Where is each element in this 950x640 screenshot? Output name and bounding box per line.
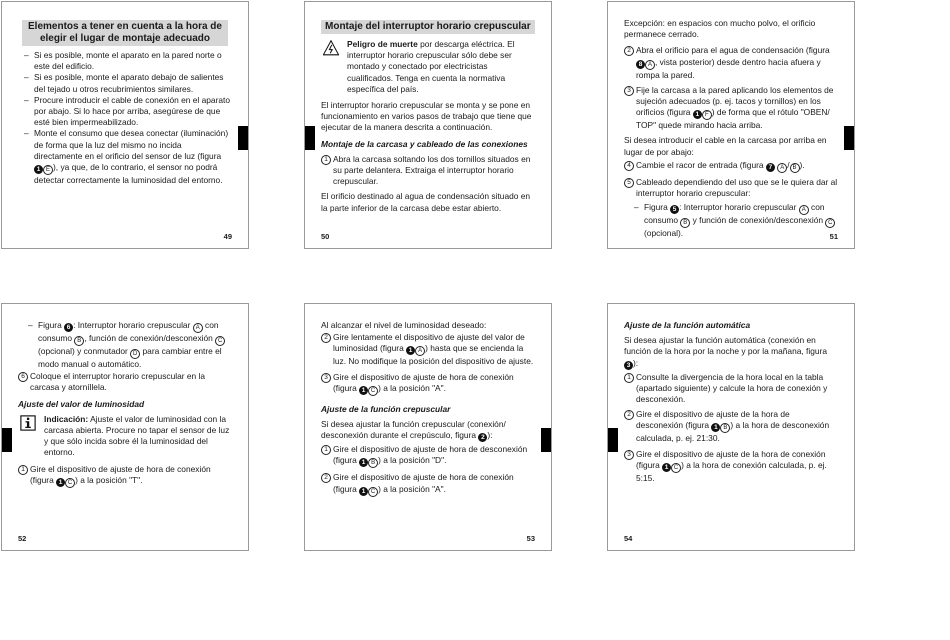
page-heading: Montaje del interruptor horario crepuscular bbox=[321, 20, 535, 34]
section-tab-marker bbox=[238, 126, 248, 150]
step-text: ). bbox=[799, 159, 805, 170]
part-letter: D bbox=[130, 349, 140, 359]
manual-page-49 bbox=[1, 1, 249, 249]
step-item bbox=[624, 409, 838, 444]
step-item bbox=[321, 444, 535, 468]
list-item-text: con consumo bbox=[38, 320, 219, 343]
page-number: 49 bbox=[223, 232, 232, 241]
step-item bbox=[624, 372, 838, 406]
manual-page-50 bbox=[304, 1, 552, 249]
step-number: 2 bbox=[321, 333, 331, 343]
page-content bbox=[18, 20, 232, 186]
part-letter: C bbox=[671, 463, 681, 473]
step-text: Abra el orificio para el agua de condensación (figura bbox=[636, 45, 830, 56]
step-text: ) hasta que se encienda la luz. No modifique la posición del dispositivo de ajuste. bbox=[333, 343, 534, 367]
part-letter: B bbox=[74, 336, 84, 346]
step-text: Gire el dispositivo de ajuste de hora de conexión (figura bbox=[333, 371, 514, 393]
step-text: Cambie el racor de entrada (figura bbox=[636, 159, 764, 170]
step-number: 2 bbox=[624, 410, 634, 420]
list-item bbox=[624, 202, 838, 239]
section-tab-marker bbox=[608, 428, 618, 452]
paragraph-text: ): bbox=[487, 430, 493, 441]
part-letter: B bbox=[680, 218, 690, 228]
figure-number: 5 bbox=[670, 205, 679, 214]
part-letter: C bbox=[368, 386, 378, 396]
page-content bbox=[18, 320, 232, 492]
figure-number: 3 bbox=[624, 361, 633, 370]
step-number: 2 bbox=[321, 473, 331, 483]
step-number: 1 bbox=[18, 465, 28, 475]
list-item-text: : Interruptor horario crepuscular bbox=[73, 320, 191, 330]
paragraph: Excepción: en espacios con mucho polvo, el orificio permanece cerrado. bbox=[624, 18, 816, 40]
step-text: Gire el dispositivo de ajuste de la hora de desconexión (figura bbox=[636, 409, 790, 431]
subheading: Ajuste del valor de luminosidad bbox=[18, 398, 145, 409]
warning-text: por descarga eléctrica. El interruptor horario crepuscular sólo debe ser montado y conectado por electricistas cualificados. Tenga en cuenta la normativa específica del país. bbox=[347, 39, 515, 94]
step-text: Abra la carcasa soltando los dos tornillos situados en su parte delantera. Extraiga el interruptor horario crepuscular. bbox=[333, 153, 531, 187]
note-text: Ajuste el valor de luminosidad con la carcasa abierta. Procure no tapar el sensor de luz y que sólo incida sobre él la luminosidad del entorno. bbox=[44, 413, 230, 458]
step-text: ) a la hora de desconexión calculada, p. ej. 21:30. bbox=[636, 420, 830, 444]
step-text: Gire el dispositivo de ajuste de hora de desconexión (figura bbox=[333, 444, 528, 466]
paragraph: El orificio destinado al agua de condensación situado en la parte inferior de la carcasa debe estar abierto. bbox=[321, 191, 531, 213]
figure-number: 1 bbox=[359, 487, 368, 496]
part-letter: B bbox=[368, 458, 378, 468]
list-item-text: con consumo bbox=[644, 202, 825, 226]
list-item: – Si es posible, monte el aparato en la pared norte o este del edificio. bbox=[18, 50, 232, 72]
list-item-text: (opcional) y conmutador bbox=[38, 346, 128, 356]
step-item bbox=[624, 45, 838, 80]
page-number: 54 bbox=[624, 534, 633, 543]
page-content bbox=[321, 20, 535, 219]
part-letter: F bbox=[702, 110, 712, 120]
page-number: 50 bbox=[321, 232, 330, 241]
paragraph bbox=[624, 335, 838, 369]
step-text: Coloque el interruptor horario crepuscular en la carcasa y atorníllela. bbox=[30, 371, 206, 393]
list-item-text: para cambiar entre el modo manual o automático. bbox=[38, 346, 222, 369]
figure-number: 1 bbox=[359, 386, 368, 395]
step-text: Fije la carcasa a la pared aplicando los elementos de sujeción adecuados (p. ej. tacos y tornillos) en los orificios (figura bbox=[636, 84, 834, 118]
manual-page-51 bbox=[607, 1, 855, 249]
step-item bbox=[624, 85, 838, 132]
list-item-text: : Interruptor horario crepuscular bbox=[679, 202, 797, 213]
step-text: ) a la posición "T". bbox=[75, 474, 143, 485]
part-letter: A bbox=[777, 163, 787, 173]
paragraph-text: Si desea ajustar la función automática (conexión en función de la hora por la noche y por la mañana, figura bbox=[624, 335, 827, 357]
step-text: ) a la posición "D". bbox=[378, 455, 447, 466]
part-letter: B bbox=[720, 423, 730, 433]
paragraph-text: Si desea ajustar la función crepuscular (conexión/ desconexión durante el crepúsculo, figura bbox=[321, 419, 506, 441]
page-content bbox=[624, 18, 838, 239]
page-number: 53 bbox=[526, 534, 535, 543]
note-block bbox=[18, 414, 232, 459]
figure-number: 8 bbox=[636, 60, 645, 69]
page-number: 52 bbox=[18, 534, 27, 543]
step-text: ) a la hora de conexión calculada, p. ej. 5:15. bbox=[636, 459, 827, 483]
warning-title: Peligro de muerte bbox=[347, 39, 418, 49]
list-item: – Si es posible, monte el aparato debajo de salientes del tejado u otros recubrimientos similares. bbox=[18, 72, 232, 94]
paragraph-text: ): bbox=[633, 357, 639, 368]
page-content bbox=[624, 320, 838, 488]
list-item-text: Figura bbox=[644, 202, 668, 213]
step-number: 3 bbox=[321, 373, 331, 383]
page-heading: Elementos a tener en cuenta a la hora de elegir el lugar de montaje adecuado bbox=[22, 20, 228, 46]
section-tab-marker bbox=[541, 428, 551, 452]
figure-number: 2 bbox=[478, 433, 487, 442]
list-item-text: y función de conexión/desconexión bbox=[692, 215, 824, 226]
step-item bbox=[624, 160, 838, 173]
paragraph bbox=[321, 419, 535, 442]
page-content bbox=[321, 320, 535, 501]
step-number: 4 bbox=[624, 161, 634, 171]
step-text: ) de forma que el rótulo "OBEN/ TOP" quede mirando hacia arriba. bbox=[636, 107, 830, 131]
list-item: – Procure introducir el cable de conexión en el aparato por abajo. Si lo hace por arriba, asegúrese de que esté bien impermeabilizado. bbox=[18, 95, 232, 129]
page-number: 51 bbox=[829, 232, 838, 241]
section-tab-marker bbox=[844, 126, 854, 150]
step-item bbox=[18, 464, 232, 488]
step-text: ) a la posición "A". bbox=[378, 382, 446, 393]
figure-number: 1 bbox=[662, 463, 671, 472]
step-text: Gire lentamente el dispositivo de ajuste del valor de luminosidad (figura bbox=[333, 332, 525, 354]
figure-number: 1 bbox=[359, 458, 368, 467]
section-tab-marker bbox=[2, 428, 12, 452]
note-title: Indicación: bbox=[44, 413, 89, 424]
step-number: 3 bbox=[624, 450, 634, 460]
list-item-text: ), ya que, de lo contrario, el sensor no podrá detectar correctamente la luminosidad del entorno. bbox=[34, 162, 223, 186]
step-item bbox=[18, 371, 232, 393]
subheading: Montaje de la carcasa y cableado de las conexiones bbox=[321, 138, 528, 149]
figure-number: 6 bbox=[64, 323, 73, 332]
figure-number: 1 bbox=[34, 165, 43, 174]
list-item bbox=[18, 128, 232, 186]
step-number: 1 bbox=[624, 373, 634, 383]
step-number: 2 bbox=[624, 46, 634, 56]
figure-number: 1 bbox=[56, 478, 65, 487]
step-item bbox=[624, 449, 838, 484]
subheading: Ajuste de la función crepuscular bbox=[321, 403, 451, 414]
figure-number: 7 bbox=[766, 163, 775, 172]
step-item bbox=[321, 372, 535, 396]
paragraph: Si desea introducir el cable en la carcasa por arriba en lugar de por abajo: bbox=[624, 135, 827, 157]
manual-page-52 bbox=[1, 303, 249, 551]
info-icon bbox=[20, 415, 36, 431]
separator: / bbox=[787, 159, 790, 170]
list-item-text: , función de conexión/desconexión bbox=[84, 333, 213, 343]
part-letter: E bbox=[43, 165, 53, 175]
step-text: Gire el dispositivo de ajuste de la hora de conexión (figura bbox=[636, 448, 826, 470]
paragraph: El interruptor horario crepuscular se monta y se pone en funcionamiento en varios pasos de trabajo que tiene que ejecutar de la manera descrita a continuación. bbox=[321, 100, 532, 133]
part-letter: A bbox=[799, 205, 809, 215]
step-number: 3 bbox=[624, 86, 634, 96]
step-number: 1 bbox=[321, 445, 331, 455]
part-letter: A bbox=[415, 346, 425, 356]
part-letter: A bbox=[193, 323, 203, 333]
step-number: 5 bbox=[624, 178, 634, 188]
warning-electric-icon bbox=[323, 40, 339, 56]
step-text: Consulte la divergencia de la hora local en la tabla (apartado siguiente) y calcule la hora de conexión y desconexión. bbox=[636, 371, 828, 405]
section-tab-marker bbox=[305, 126, 315, 150]
step-item bbox=[321, 154, 535, 188]
manual-page-53 bbox=[304, 303, 552, 551]
list-item-text: Monte el consumo que desea conectar (iluminación) de forma que la luz del mismo no incida directamente en el orificio del sensor de luz (figura bbox=[34, 128, 229, 161]
step-item bbox=[321, 332, 535, 367]
part-letter: A bbox=[645, 60, 655, 70]
step-number: 6 bbox=[18, 372, 28, 382]
paragraph: Al alcanzar el nivel de luminosidad deseado: bbox=[321, 320, 487, 330]
step-text: , vista posterior) desde dentro hacia afuera y rompa la pared. bbox=[636, 56, 821, 80]
step-text: Cableado dependiendo del uso que se le quiera dar al interruptor horario crepuscular: bbox=[636, 176, 838, 199]
step-text: Gire el dispositivo de ajuste de hora de conexión (figura bbox=[30, 463, 211, 485]
warning-block bbox=[321, 39, 535, 95]
figure-number: 1 bbox=[406, 346, 415, 355]
step-item bbox=[321, 472, 535, 496]
step-text: Gire el dispositivo de ajuste de hora de conexión (figura bbox=[333, 472, 514, 494]
list-item-text: Figura bbox=[38, 320, 62, 330]
part-letter: B bbox=[790, 163, 800, 173]
part-letter: C bbox=[65, 478, 75, 488]
step-number: 1 bbox=[321, 155, 331, 165]
list-item bbox=[18, 320, 232, 370]
list-item-text: (opcional). bbox=[644, 228, 684, 239]
figure-number: 1 bbox=[693, 110, 702, 119]
subheading: Ajuste de la función automática bbox=[624, 320, 751, 330]
manual-page-54 bbox=[607, 303, 855, 551]
part-letter: C bbox=[825, 218, 835, 228]
figure-number: 1 bbox=[711, 423, 720, 432]
part-letter: C bbox=[215, 336, 225, 346]
part-letter: C bbox=[368, 487, 378, 497]
step-text: ) a la posición "A". bbox=[378, 483, 446, 494]
step-item bbox=[624, 177, 838, 199]
